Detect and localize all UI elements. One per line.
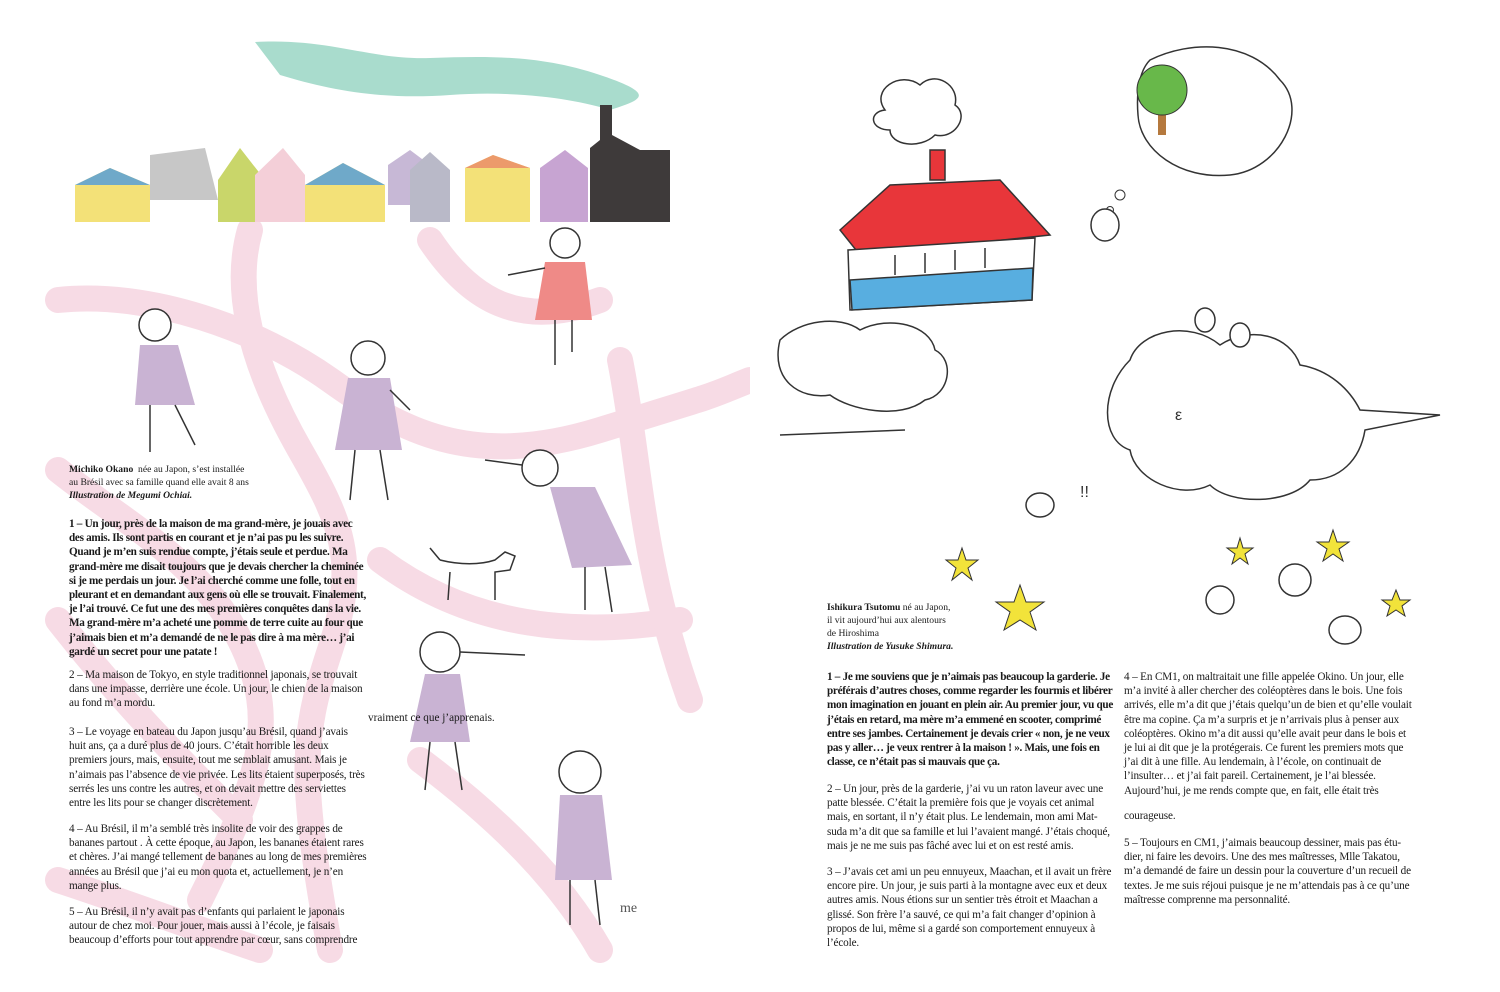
child-red-dress: [508, 228, 592, 365]
author-name: Ishikura Tsutomu: [827, 602, 901, 613]
red-roof-house: [840, 150, 1050, 310]
right-page: [750, 0, 1500, 992]
left-author-credit: [69, 463, 329, 502]
right-paragraph-3: 3 – J’avais cet ami un peu ennuyeux, Maachan, et il avait un frère encore pire. Un jour, je suis parti à la montagne avec eux et deux autres amis. Nous étions sur un sentier très étroit et Maachan a glissé. Son frère l’a sauvé, ce qui m’a fait changer d’opinion à propos de lui, même si a gardé son comportement ennuyeux à l’école.: [827, 866, 1112, 950]
small-cloud: [874, 79, 962, 144]
author-bio-3: de Hiroshima: [827, 628, 879, 639]
left-paragraph-4: 4 – Au Brésil, il m’a semblé très insolite de voir des grappes de bananes partout . À cette époque, au Japon, les bananes étaient rares et chères. J’ai mangé tellement de bananes au long de mes premières années au Brésil que j’ai eu mon quota et, actuellement, je n’en mange plus.: [69, 823, 367, 892]
illustrator-credit: Illustration de Yusuke Shimura.: [827, 641, 954, 652]
author-bio: née au Japon, s’est installée: [138, 464, 245, 475]
author-bio: né au Japon,: [902, 602, 951, 613]
right-paragraph-4-continued: courageuse.: [1124, 810, 1176, 822]
illustrator-credit: Illustration de Megumi Ochiai.: [69, 490, 193, 501]
left-paragraph-1: 1 – Un jour, près de la maison de ma grand-mère, je jouais avec des amis. Ils sont partis en courant et je n’ai pas pu les suivre. Quand je m’en suis rendue compte, j’étais seule et perdue. Ma grand-mère me disait toujours que je devais chercher la cheminée si je me perdais un jour. Je l’ai cherché comme une folle, tout en pleurant et en demandant aux gens où elle se trouvait. Finalement, je l’ai trouvé. Ce fut une des mes premières conquêtes dans la vie. Ma grand-mère m’a acheté une pomme de terre cuite au four que j’aimais bien et m’a demandé de ne le pas dire à ma mère… j’ai gardé un secret pour une patate !: [69, 518, 366, 658]
big-cloud: [1108, 331, 1441, 500]
chimney-smoke: [255, 42, 639, 110]
right-paragraph-4: 4 – En CM1, on maltraitait une fille appelée Okino. Un jour, elle m’a invité à aller chercher des coléoptères dans le bois. Une fois arrivés, elle m’a dit que j’étais quelqu’un de bien et qu’elle voulait être ma copine. Ça m’a surpris et je n’arrivais plus à penser aux coléoptères. Okino m’a dit aussi qu’elle avait peur dans le bois et je lui ai dit que je la protégerais. Ce furent les premiers mots que j’ai dit à une fille. Au lendemain, à l’école, on continuait de l’insulter… et j’ai fait pareil. Certainement, je l’ai blessée. Aujourd’hui, je me rends compte que, en fait, elle était très: [1124, 671, 1412, 797]
left-paragraph-3: 3 – Le voyage en bateau du Japon jusqu’au Brésil, quand j’avais huit ans, ça a duré plus de 40 jours. C’était horrible les deux premiers jours, mais, ensuite, tout me semblait amusant. Mais je n’aimais pas l’absence de vie privée. Les lits étaient superposés, très serrés les uns contre les autres, et on devait mettre des serviettes entre les lits pour se changer discrètement.: [69, 726, 365, 810]
author-name: Michiko Okano: [69, 464, 134, 475]
artist-signature: me: [620, 901, 638, 916]
author-bio-2: au Brésil avec sa famille quand elle avait 8 ans: [69, 477, 249, 488]
child-pointing: [485, 450, 632, 612]
left-paragraph-2: 2 – Ma maison de Tokyo, en style traditionnel japonais, se trouvait dans une impasse, derrière une école. Un jour, le chien de la maison au fond m’a mordu.: [69, 669, 363, 710]
wind-puff: [778, 321, 947, 411]
left-paragraph-5: 5 – Au Brésil, il n’y avait pas d’enfants qui parlaient le japonais autour de chez moi. Pour jouer, mais aussi à l’école, je faisais beaucoup d’efforts pour tout apprendre par cœur, sans comprendre: [69, 906, 358, 947]
right-paragraph-1: 1 – Je me souviens que je n’aimais pas beaucoup la garderie. Je préférais d’autres choses, comme regarder les fourmis et libérer mon imagination en jouant en plein air. Au premier jour, vu que j’étais en retard, ma mère m’a emmené en scooter, comprimé entre ses jambes. Certainement je devais crier « non, je ne veux pas y aller… je veux rentrer à la maison ! ». Mais, une fois en classe, ce n’était pas si mauvais que ça.: [827, 671, 1114, 769]
cloud-face: ε: [1175, 407, 1183, 424]
right-author-credit: [827, 601, 1027, 653]
houses: [75, 105, 670, 222]
right-paragraph-2: 2 – Un jour, près de la garderie, j’ai vu un raton laveur avec une patte blessée. C’était la première fois que je voyais cet animal mais, en sortant, il n’y était plus. Le lendemain, mon ami Matsuda m’a dit que sa famille et lui l’avaient mangé. J’étais choqué, mais je ne me suis pas fâché avec lui et on est resté amis.: [827, 783, 1110, 852]
right-paragraph-5: 5 – Toujours en CM1, j’aimais beaucoup dessiner, mais pas étudier, ni faire les devoirs. Une des mes maîtresses, Mlle Takatou, m’a demandé de faire un dessin pour la couverture d’un recueil de textes. Je me suis réjoui puisque je ne m’attendais pas à ce qu’une maîtresse comprenne ma personnalité.: [1124, 837, 1411, 906]
left-paragraph-5-continued: vraiment ce que j’apprenais.: [368, 712, 495, 724]
author-bio-2: il vit aujourd’hui aux alentours: [827, 615, 946, 626]
child-purple-1: [135, 309, 195, 452]
exclamation-marks: !!: [1080, 484, 1089, 501]
